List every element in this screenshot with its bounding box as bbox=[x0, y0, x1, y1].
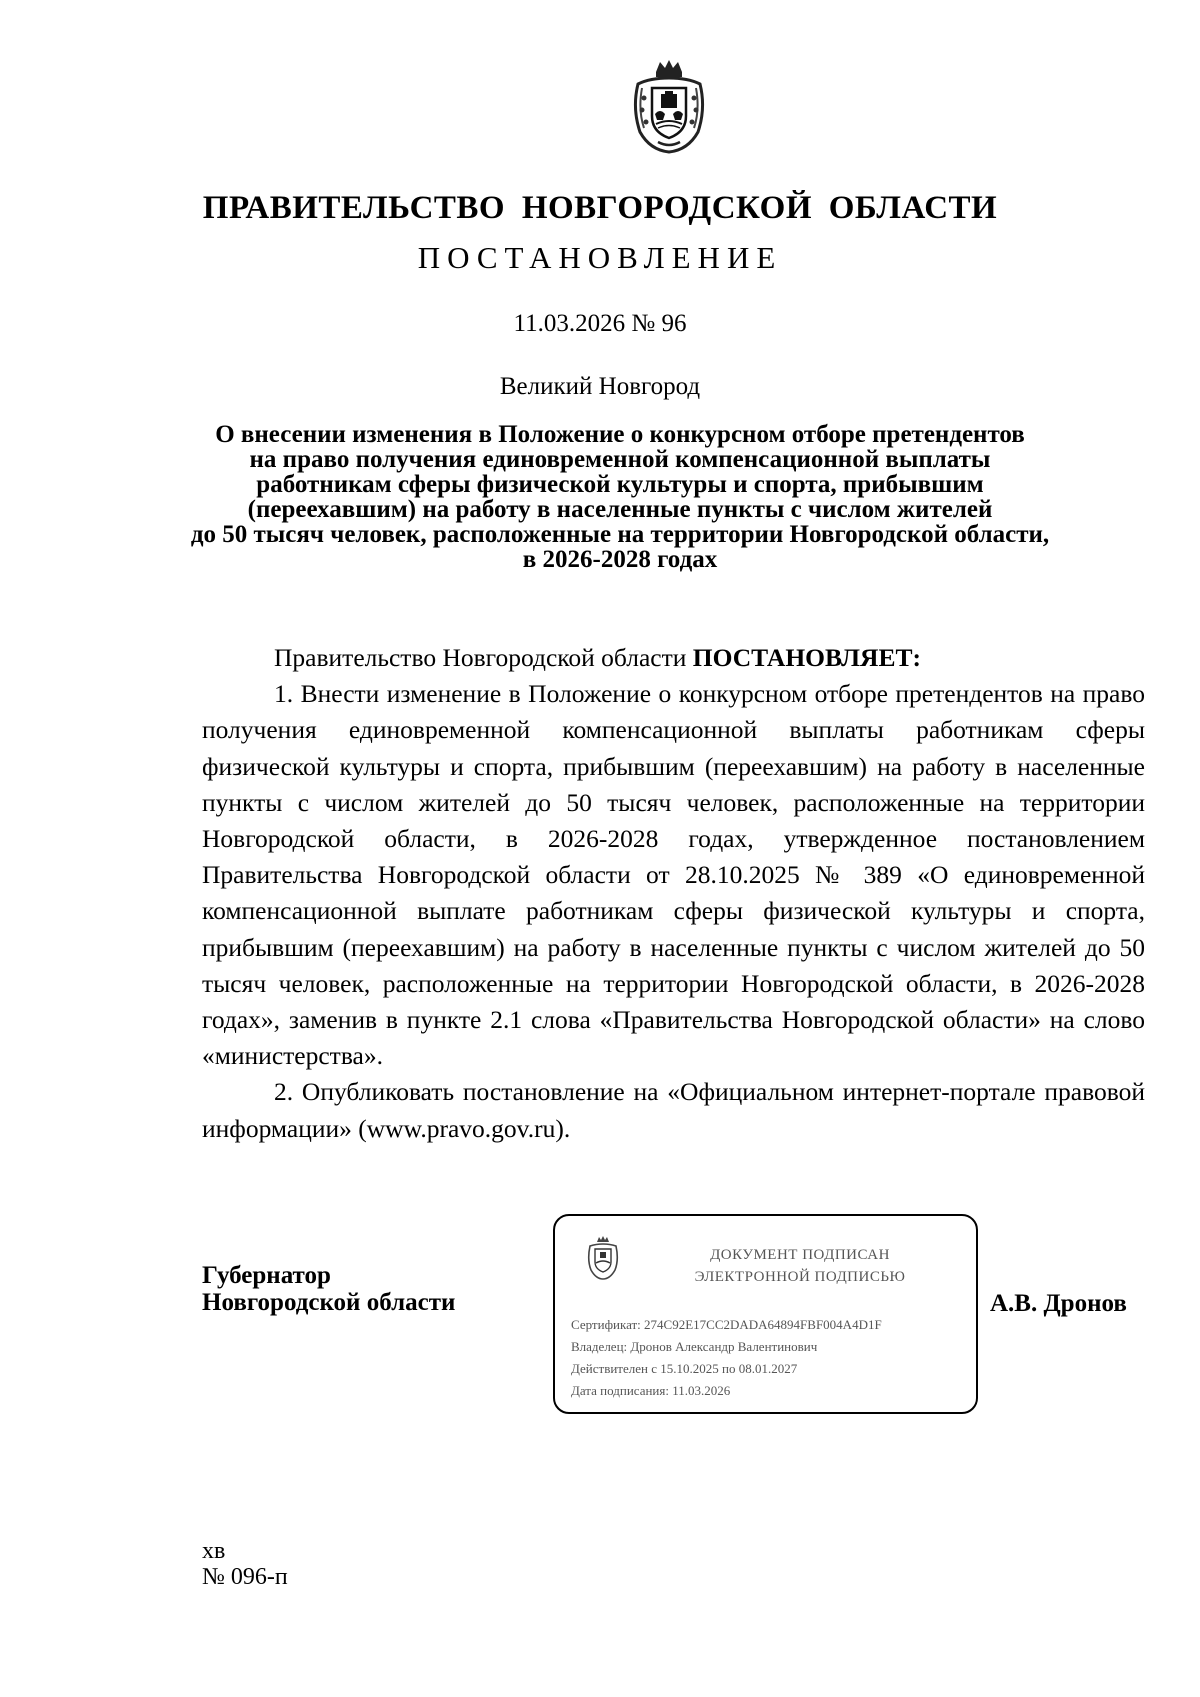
stamp-owner: Владелец: Дронов Александр Валентинович bbox=[571, 1339, 818, 1354]
signer-name: А.В. Дронов bbox=[990, 1290, 1127, 1317]
stamp-signed-date: Дата подписания: 11.03.2026 bbox=[571, 1383, 731, 1398]
government-title: ПРАВИТЕЛЬСТВО НОВГОРОДСКОЙ ОБЛАСТИ bbox=[202, 190, 998, 226]
subject-line: до 50 тысяч человек, расположенные на территории Новгородской области, bbox=[190, 521, 1050, 548]
signer-title-line: Губернатор bbox=[202, 1262, 331, 1289]
stamp-certificate: Сертификат: 274C92E17CC2DADA64894FBF004A4D1F bbox=[571, 1317, 882, 1332]
document-city: Великий Новгород bbox=[499, 373, 701, 400]
paragraph-2: 2. Опубликовать постановление на «Официальном интернет-портале правовой информации» (www.pravo.gov.ru). bbox=[202, 1077, 1145, 1143]
stamp-details bbox=[571, 1314, 971, 1402]
preamble-text: Правительство Новгородской области bbox=[274, 643, 693, 672]
signer-title-line: Новгородской области bbox=[202, 1289, 456, 1316]
document-subject bbox=[170, 422, 1070, 572]
preamble-decree-word: ПОСТАНОВЛЯЕТ: bbox=[692, 643, 921, 672]
coat-of-arms-icon bbox=[628, 58, 710, 154]
preamble-paragraph bbox=[202, 640, 1145, 676]
stamp-heading bbox=[655, 1244, 945, 1288]
document-type: ПОСТАНОВЛЕНИЕ bbox=[417, 240, 783, 275]
electronic-signature-stamp bbox=[553, 1214, 978, 1414]
document-code: № 096-п bbox=[202, 1564, 288, 1590]
footer-code bbox=[202, 1538, 288, 1590]
executor-initials: хв bbox=[202, 1538, 226, 1564]
paragraph-1: 1. Внести изменение в Положение о конкурсном отборе претендентов на право получения единовременной компенсационной выплаты работникам сферы физической культуры и спорта, прибывшим (переехавшим) на работу в населенные пункты с числом жителей до 50 тысяч человек, расположенные на территории Новгородской области, в 2026-2028 годах, утвержденное постановлением Правительства Новгородской области от 28.10.2025 № 389 «О единовременной компенсационной выплате работникам сферы физической культуры и спорта, прибывшим (переехавшим) на работу в населенные пункты с числом жителей до 50 тысяч человек, расположенные на территории Новгородской области, в 2026-2028 годах», заменив в пункте 2.1 слова «Правительства Новгородской области» на слово «министерства». bbox=[202, 679, 1145, 1071]
stamp-validity: Действителен с 15.10.2025 по 08.01.2027 bbox=[571, 1361, 798, 1376]
stamp-heading-line: ЭЛЕКТРОННОЙ ПОДПИСЬЮ bbox=[694, 1269, 906, 1285]
subject-line: на право получения единовременной компенсационной выплаты bbox=[249, 446, 991, 473]
signer-title bbox=[202, 1262, 455, 1316]
subject-line: в 2026-2028 годах bbox=[522, 546, 718, 573]
stamp-coat-of-arms-icon bbox=[585, 1236, 621, 1280]
subject-line: работникам сферы физической культуры и спорта, прибывшим bbox=[256, 471, 984, 498]
subject-line: О внесении изменения в Положение о конкурсном отборе претендентов bbox=[215, 421, 1025, 448]
stamp-heading-line: ДОКУМЕНТ ПОДПИСАН bbox=[710, 1247, 890, 1263]
document-body bbox=[202, 640, 1145, 1147]
subject-line: (переехавшим) на работу в населенные пункты с числом жителей bbox=[247, 496, 993, 523]
document-date-number: 11.03.2026 № 96 bbox=[513, 310, 687, 337]
